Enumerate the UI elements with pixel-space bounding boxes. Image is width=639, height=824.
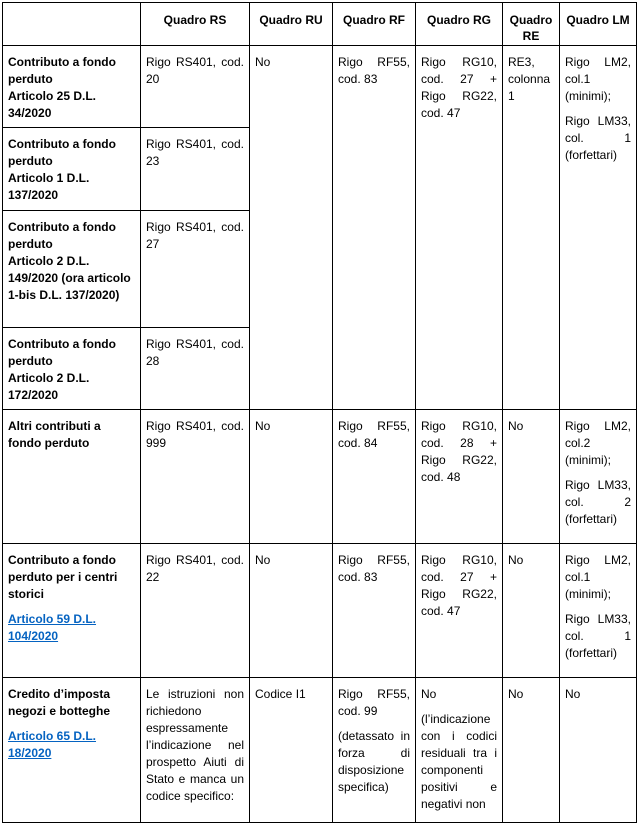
cell-rs: Rigo RS401, cod. 999 <box>141 410 250 544</box>
cell-rs: Rigo RS401, cod. 22 <box>141 544 250 678</box>
row-heading: Altri contributi a fondo perduto <box>3 410 141 544</box>
row-heading <box>3 328 141 410</box>
row-reference: Articolo 1 D.L. 137/2020 <box>8 171 90 202</box>
lm-forfettari: Rigo LM33, col. 1 (forfettari) <box>565 612 631 660</box>
row-heading <box>3 46 141 128</box>
row-title: Contributo a fondo perduto <box>8 55 116 86</box>
cell-lm <box>560 410 637 544</box>
cell-rg: Rigo RG10, cod. 27 + Rigo RG22, cod. 47 <box>416 544 503 678</box>
cell-lm <box>560 544 637 678</box>
cell-re: No <box>503 410 560 544</box>
cell-rf: Rigo RF55, cod. 83 <box>333 46 416 410</box>
row-heading <box>3 678 141 823</box>
row-reference: Articolo 2 D.L. 172/2020 <box>8 371 90 402</box>
rf-code: Rigo RF55, cod. 99 <box>338 687 410 718</box>
cell-ru: No <box>250 46 333 410</box>
cell-rs: Rigo RS401, cod. 27 <box>141 211 250 328</box>
cell-re: No <box>503 678 560 823</box>
lm-minimi: Rigo LM2, col.2 (minimi); <box>565 419 631 467</box>
tax-forms-table <box>2 2 637 823</box>
lm-forfettari: Rigo LM33, col. 2 (forfettari) <box>565 478 631 526</box>
lm-minimi: Rigo LM2, col.1 (minimi); <box>565 55 631 103</box>
lm-minimi: Rigo LM2, col.1 (minimi); <box>565 553 631 601</box>
table-row <box>3 544 637 678</box>
lm-forfettari: Rigo LM33, col. 1 (forfettari) <box>565 114 631 162</box>
law-reference-link[interactable]: Articolo 59 D.L. 104/2020 <box>8 612 97 643</box>
cell-re: RE3, colonna 1 <box>503 46 560 410</box>
row-heading <box>3 128 141 211</box>
law-reference-link[interactable]: Articolo 65 D.L. 18/2020 <box>8 729 97 760</box>
cell-re: No <box>503 544 560 678</box>
cell-rs: Le istruzioni non richiedono espressamente l’indicazione nel prospetto Aiuti di Stato e manca un codice specifico: <box>141 678 250 823</box>
header-quadro-rs: Quadro RS <box>141 3 250 46</box>
header-quadro-ru: Quadro RU <box>250 3 333 46</box>
cell-lm: No <box>560 678 637 823</box>
cell-ru: No <box>250 544 333 678</box>
row-heading <box>3 544 141 678</box>
cell-rf: Rigo RF55, cod. 84 <box>333 410 416 544</box>
row-title: Contributo a fondo perduto <box>8 337 116 368</box>
cell-rs: Rigo RS401, cod. 28 <box>141 328 250 410</box>
cell-rs: Rigo RS401, cod. 20 <box>141 46 250 128</box>
header-quadro-rf: Quadro RF <box>333 3 416 46</box>
row-title: Contributo a fondo perduto <box>8 137 116 168</box>
rf-note: (detassato in forza di disposizione specifica) <box>338 729 410 794</box>
row-reference: Articolo 2 D.L. 149/2020 (ora articolo 1-bis D.L. 137/2020) <box>8 254 131 302</box>
cell-ru: No <box>250 410 333 544</box>
row-heading <box>3 211 141 328</box>
header-quadro-re: Quadro RE <box>503 3 560 46</box>
cell-ru: Codice I1 <box>250 678 333 823</box>
cell-rf: Rigo RF55, cod. 83 <box>333 544 416 678</box>
header-quadro-lm: Quadro LM <box>560 3 637 46</box>
row-title: Contributo a fondo perduto per i centri storici <box>8 553 118 601</box>
rg-value: No <box>421 687 437 701</box>
table-row <box>3 410 637 544</box>
rg-note: (l’indicazione con i codici residuali tra i componenti positivi e negativi non <box>421 712 497 811</box>
header-corner <box>3 3 141 46</box>
cell-rg: Rigo RG10, cod. 28 + Rigo RG22, cod. 48 <box>416 410 503 544</box>
row-title: Credito d’imposta negozi e botteghe <box>8 687 111 718</box>
cell-lm <box>560 46 637 410</box>
header-row <box>3 3 637 46</box>
cell-rg: Rigo RG10, cod. 27 + Rigo RG22, cod. 47 <box>416 46 503 410</box>
row-reference: Articolo 25 D.L. 34/2020 <box>8 89 97 120</box>
cell-rf <box>333 678 416 823</box>
cell-rg <box>416 678 503 823</box>
header-quadro-rg: Quadro RG <box>416 3 503 46</box>
table-row <box>3 678 637 823</box>
row-title: Contributo a fondo perduto <box>8 220 116 251</box>
cell-rs: Rigo RS401, cod. 23 <box>141 128 250 211</box>
table-row <box>3 46 637 128</box>
